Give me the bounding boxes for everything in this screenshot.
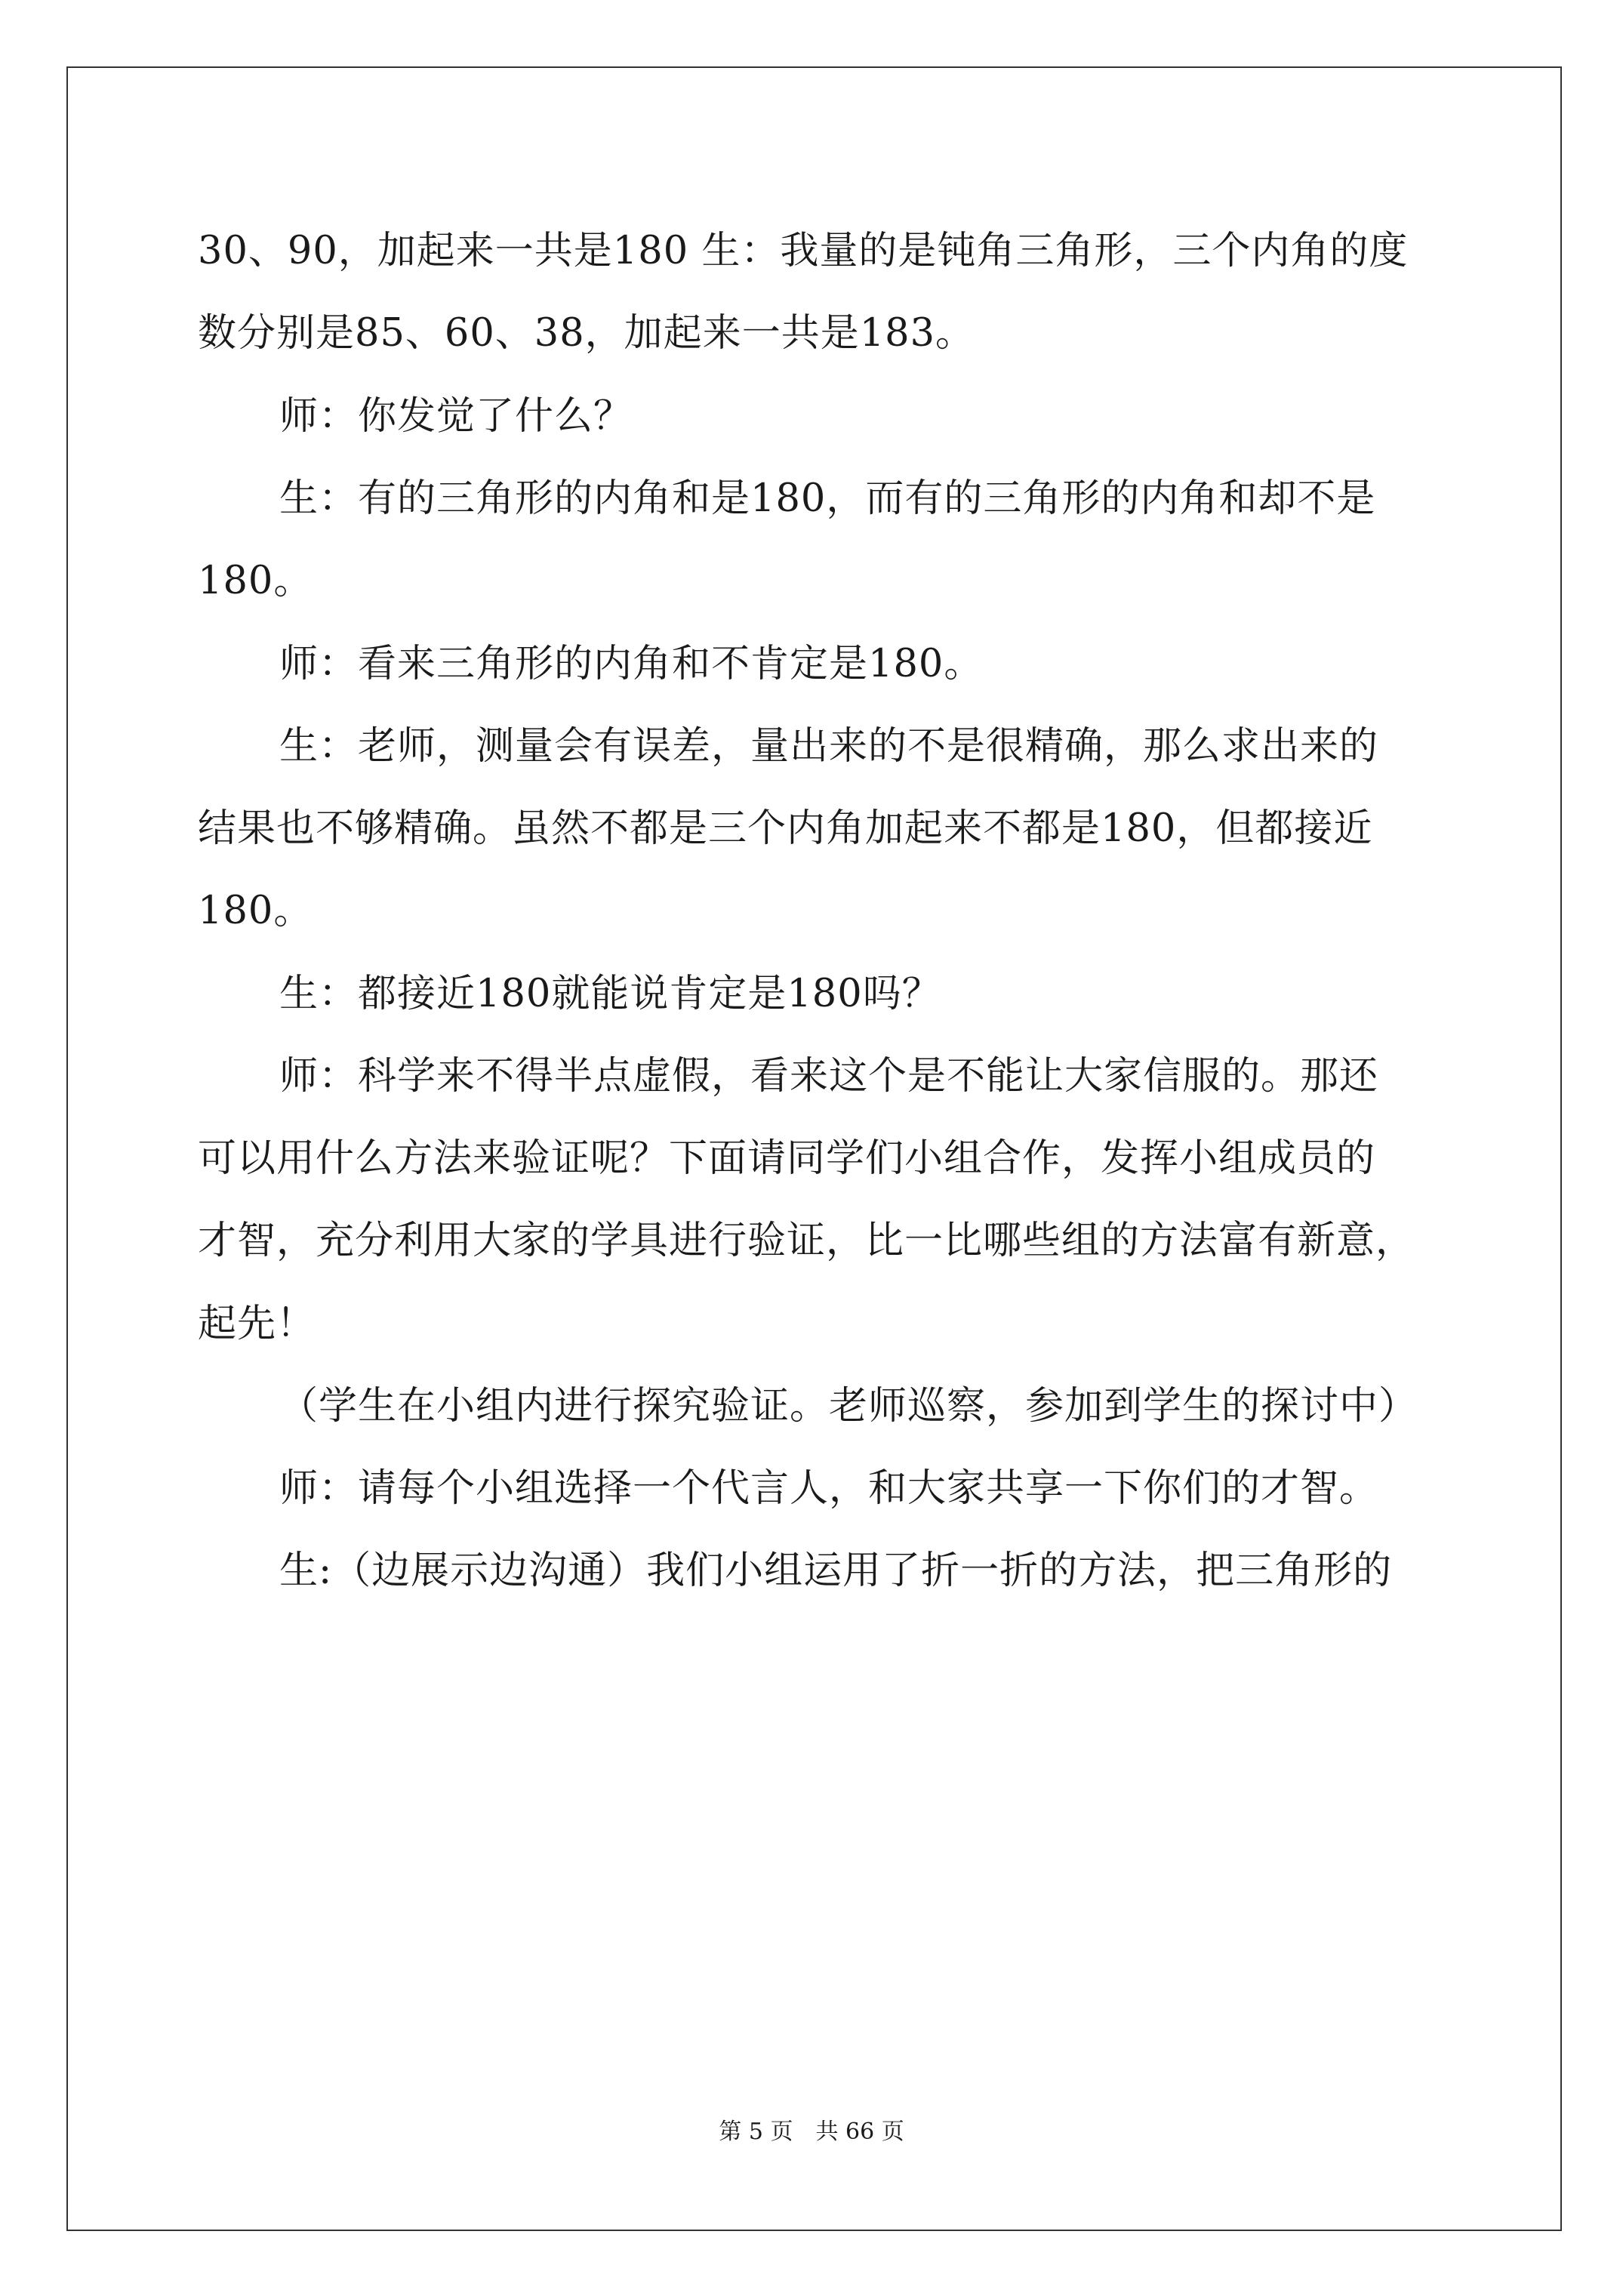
body-line-8: 结果也不够精确。虽然不都是三个内角加起来不都是180，但都接近: [198, 806, 1373, 851]
body-line-11: 师：科学来不得半点虚假，看来这个是不能让大家信服的。那还: [279, 1054, 1379, 1099]
body-line-7: 生：老师，测量会有误差，量出来的不是很精确，那么求出来的: [279, 724, 1379, 769]
page-total: 共 66 页: [815, 2119, 904, 2145]
body-line-12: 可以用什么方法来验证呢？下面请同学们小组合作，发挥小组成员的: [198, 1136, 1376, 1181]
body-line-5: 180。: [198, 559, 313, 603]
body-line-10: 生：都接近180就能说肯定是180吗？: [279, 972, 941, 1016]
page-footer: [0, 2117, 1623, 2147]
body-line-4: 生：有的三角形的内角和是180，而有的三角形的内角和却不是: [279, 476, 1376, 521]
body-line-3: 师：你发觉了什么？: [279, 394, 633, 439]
page-number: 第 5 页: [719, 2119, 793, 2145]
body-line-17: 生:（边展示边沟通）我们小组运用了折一折的方法，把三角形的: [279, 1549, 1393, 1593]
body-line-2: 数分别是85、60、38，加起来一共是183。: [198, 311, 975, 356]
body-line-13: 才智，充分利用大家的学具进行验证，比一比哪些组的方法富有新意，: [198, 1219, 1415, 1263]
body-line-14: 起先！: [198, 1302, 316, 1346]
body-line-15: （学生在小组内进行探究验证。老师巡察，参加到学生的探讨中）: [279, 1384, 1418, 1428]
body-line-16: 师：请每个小组选择一个代言人，和大家共享一下你们的才智。: [279, 1466, 1379, 1511]
body-line-9: 180。: [198, 889, 313, 933]
body-line-1: 30、90，加起来一共是180 生：我量的是钝角三角形，三个内角的度: [198, 229, 1409, 273]
body-line-6: 师：看来三角形的内角和不肯定是180。: [279, 642, 984, 686]
